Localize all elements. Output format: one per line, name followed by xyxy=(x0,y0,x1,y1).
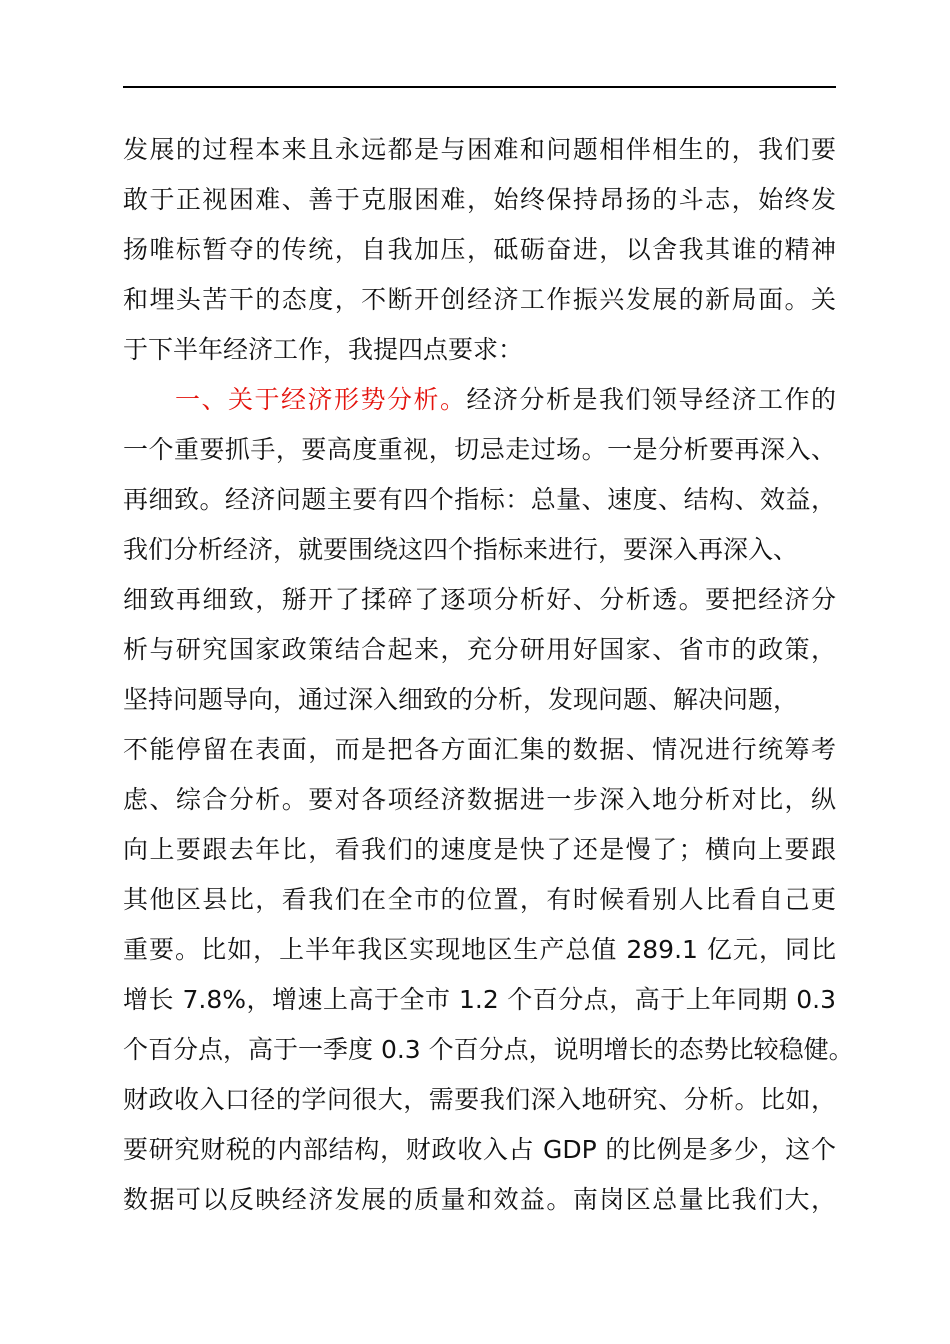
text-line: 数据可以反映经济发展的质量和效益。南岗区总量比我们大， xyxy=(123,1185,836,1214)
text-line: 细致再细致，掰开了揉碎了逐项分析好、分析透。要把经济分 xyxy=(123,585,836,614)
text-line: 析与研究国家政策结合起来，充分研用好国家、省市的政策， xyxy=(123,635,836,664)
text-line: 于下半年经济工作，我提四点要求： xyxy=(123,335,524,364)
section-heading-line xyxy=(123,375,836,425)
text-line: 增长 7.8%，增速上高于全市 1.2 个百分点，高于上年同期 0.3 xyxy=(123,985,836,1014)
section-heading: 一、关于经济形势分析。 xyxy=(175,385,467,414)
text-line: 重要。比如，上半年我区实现地区生产总值 289.1 亿元，同比 xyxy=(123,935,836,964)
body-text xyxy=(123,125,854,1225)
text-line-rest: 经济分析是我们领导经济工作的 xyxy=(466,385,836,414)
text-line: 扬唯标暂夺的传统，自我加压，砥砺奋进，以舍我其谁的精神 xyxy=(123,235,836,264)
text-line: 要研究财税的内部结构，财政收入占 GDP 的比例是多少，这个 xyxy=(123,1135,836,1164)
text-line: 不能停留在表面，而是把各方面汇集的数据、情况进行统筹考 xyxy=(123,735,836,764)
header-rule xyxy=(123,86,836,88)
text-line: 敢于正视困难、善于克服困难，始终保持昂扬的斗志，始终发 xyxy=(123,185,836,214)
text-line: 财政收入口径的学问很大，需要我们深入地研究、分析。比如， xyxy=(123,1085,836,1114)
text-line: 发展的过程本来且永远都是与困难和问题相伴相生的，我们要 xyxy=(123,135,836,164)
text-line: 再细致。经济问题主要有四个指标：总量、速度、结构、效益， xyxy=(123,485,836,514)
text-line: 坚持问题导向，通过深入细致的分析，发现问题、解决问题， xyxy=(123,685,799,714)
text-line: 虑、综合分析。要对各项经济数据进一步深入地分析对比，纵 xyxy=(123,785,836,814)
text-line: 向上要跟去年比，看我们的速度是快了还是慢了；横向上要跟 xyxy=(123,835,836,864)
text-line: 其他区县比，看我们在全市的位置，有时候看别人比看自己更 xyxy=(123,885,836,914)
text-line: 一个重要抓手，要高度重视，切忌走过场。一是分析要再深入、 xyxy=(123,435,836,464)
text-line: 个百分点，高于一季度 0.3 个百分点，说明增长的态势比较稳健。 xyxy=(123,1035,854,1064)
text-line: 我们分析经济，就要围绕这四个指标来进行，要深入再深入、 xyxy=(123,535,799,564)
text-line: 和埋头苦干的态度，不断开创经济工作振兴发展的新局面。关 xyxy=(123,285,836,314)
